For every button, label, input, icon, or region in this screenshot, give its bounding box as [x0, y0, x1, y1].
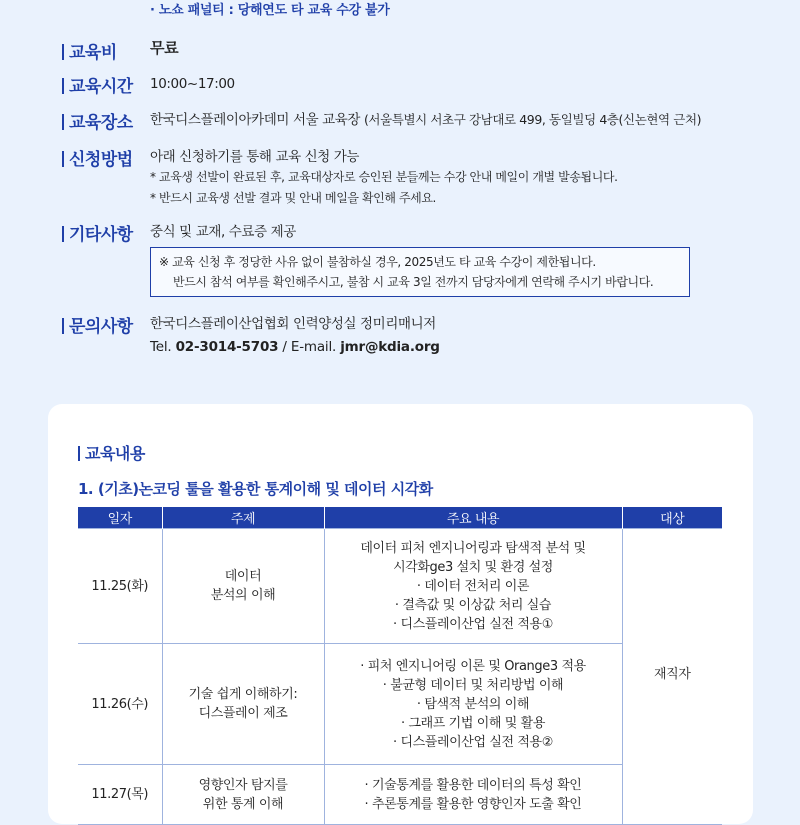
row-content: [324, 529, 622, 644]
apply-value: [150, 147, 618, 209]
cancellation-notice-box: [150, 247, 690, 297]
content-line: · 추론통계를 활용한 영향인자 도출 확인: [364, 796, 582, 812]
table-row: [78, 529, 722, 644]
header-target: 대상: [622, 507, 722, 529]
contact-separator: /: [278, 339, 291, 355]
tel-prefix: Tel.: [150, 339, 176, 355]
header-content: 주요 내용: [324, 507, 622, 529]
topic-line: 분석의 이해: [210, 588, 276, 603]
etc-label: 기타사항: [62, 220, 133, 245]
place-name: 한국디스플레이아카데미 서울 교육장: [150, 112, 361, 128]
row-topic: [162, 644, 324, 765]
content-line: · 데이터 전처리 이론: [416, 578, 530, 594]
contact-org: 한국디스플레이산업협회 인력양성실 정미리매니저: [150, 316, 436, 332]
content-line: · 디스플레이산업 실전 적용②: [393, 734, 553, 750]
apply-label: 신청방법: [62, 145, 133, 170]
row-date: 11.26(수): [78, 644, 162, 765]
contact-value: [150, 314, 440, 358]
topic-line: 데이터: [224, 569, 262, 584]
email-prefix: E-mail.: [290, 339, 341, 355]
topic-line: 디스플레이 제조: [198, 706, 288, 721]
content-line: · 그래프 기법 이해 및 활용: [401, 715, 545, 731]
apply-note: * 교육생 선발이 완료된 후, 교육대상자로 승인된 분들께는 수강 안내 메일이 개별 발송됩니다.: [150, 170, 618, 184]
place-label: 교육장소: [62, 108, 133, 133]
course-content-card: [48, 404, 753, 824]
content-line: 시각화ge3 설치 및 환경 설정: [393, 559, 553, 575]
tel-number[interactable]: 02-3014-5703: [175, 339, 279, 355]
course-title: 1. (기초)논코딩 툴을 활용한 통계이해 및 데이터 시각화: [78, 480, 433, 498]
row-date: 11.27(목): [78, 765, 162, 825]
contact-label: 문의사항: [62, 312, 133, 337]
topic-line: 영향인자 탐지를: [198, 777, 288, 793]
content-line: · 디스플레이산업 실전 적용①: [393, 616, 553, 632]
place-address: (서울특별시 서초구 강남대로 499, 동일빌딩 4층(신논현역 근처): [363, 112, 702, 127]
no-show-penalty-note: · 노쇼 패널티 : 당해연도 타 교육 수강 불가: [150, 3, 390, 18]
section-title: 교육내용: [78, 441, 145, 464]
schedule-table: [78, 507, 722, 825]
row-content: [324, 644, 622, 765]
row-topic: [162, 765, 324, 825]
header-date: 일자: [78, 507, 162, 529]
place-value: [150, 110, 701, 130]
time-label: 교육시간: [62, 72, 133, 97]
contact-details: [150, 336, 440, 358]
header-topic: 주제: [162, 507, 324, 529]
fee-label: 교육비: [62, 38, 117, 63]
apply-text: 아래 신청하기를 통해 교육 신청 가능: [150, 149, 360, 165]
content-line: · 결측값 및 이상값 처리 실습: [394, 597, 552, 613]
content-line: · 피처 엔지니어링 이론 및 Orange3 적용: [360, 658, 586, 674]
apply-note: * 반드시 교육생 선발 결과 및 안내 메일을 확인해 주세요.: [150, 191, 436, 205]
row-topic: [162, 529, 324, 644]
topic-line: 기술 쉽게 이해하기:: [188, 687, 298, 702]
row-date: 11.25(화): [78, 529, 162, 644]
time-value: 10:00~17:00: [150, 76, 235, 92]
topic-line: 위한 통계 이해: [202, 796, 284, 812]
email-address[interactable]: jmr@kdia.org: [340, 339, 440, 355]
content-line: · 탐색적 분석의 이해: [416, 696, 530, 712]
notice-line: ※ 교육 신청 후 정당한 사유 없이 불참하실 경우, 2025년도 타 교육 수강이 제한됩니다.: [159, 255, 596, 269]
content-line: 데이터 피처 엔지니어링과 탐색적 분석 및: [360, 540, 586, 556]
row-content: [324, 765, 622, 825]
content-line: · 기술통계를 활용한 데이터의 특성 확인: [364, 777, 582, 793]
fee-value: 무료: [150, 39, 179, 57]
row-target: 재직자: [622, 529, 722, 825]
table-header-row: [78, 507, 722, 529]
content-line: · 불균형 데이터 및 처리방법 이해: [382, 677, 564, 693]
etc-value: 중식 및 교재, 수료증 제공: [150, 224, 296, 240]
notice-line: 반드시 참석 여부를 확인해주시고, 불참 시 교육 3일 전까지 담당자에게 연락해 주시기 바랍니다.: [173, 275, 654, 289]
